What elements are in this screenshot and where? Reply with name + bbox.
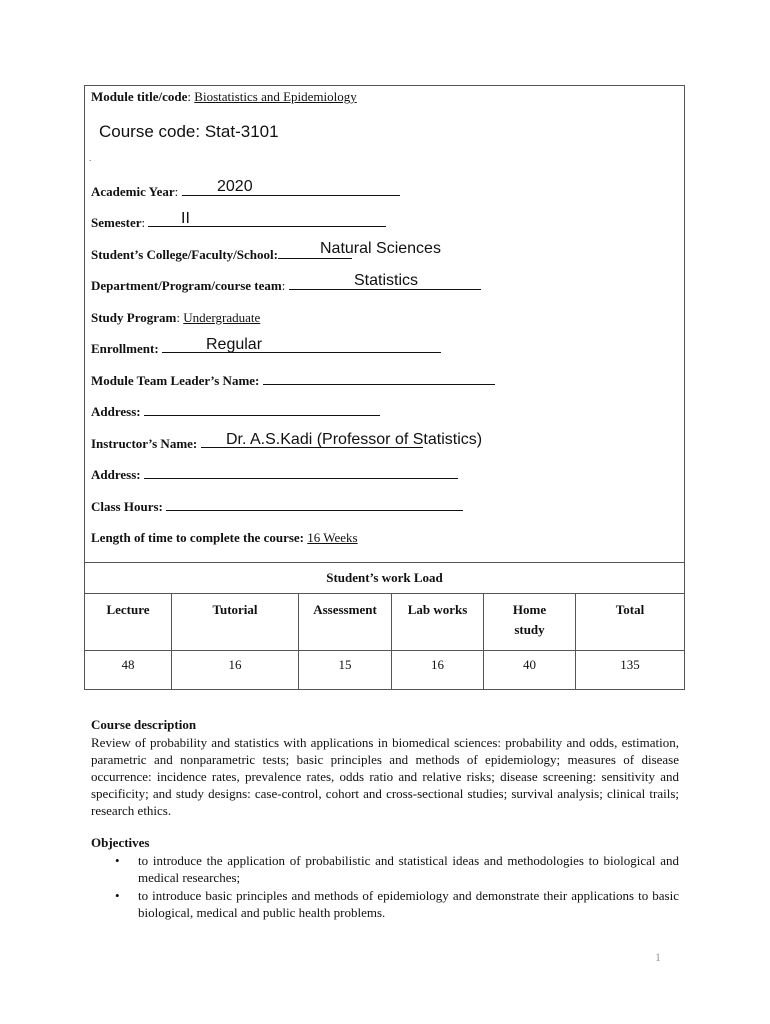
class-hours-label: Class Hours:	[91, 499, 163, 514]
class-hours-blank[interactable]	[166, 499, 463, 511]
department-value: Statistics	[354, 272, 419, 289]
semester-row: Semester:	[91, 215, 386, 231]
course-description-heading: Course description	[91, 717, 197, 732]
value-cell: 135	[576, 651, 685, 690]
instructor-label: Instructor’s Name:	[91, 436, 198, 451]
header-cell: Total	[576, 594, 685, 651]
workload-values-row	[85, 651, 685, 690]
address2-label: Address:	[91, 467, 141, 482]
objective-text: to introduce the application of probabilistic and statistical ideas and methodologies to biological and medical researches;	[138, 853, 679, 885]
address1-blank[interactable]	[144, 404, 380, 416]
college-row	[91, 247, 352, 263]
header-cell: Home study	[484, 594, 576, 651]
page-number: 1	[655, 950, 661, 964]
workload-header-row	[85, 594, 685, 651]
stray-mark: .	[89, 153, 92, 163]
value-cell: 40	[484, 651, 576, 690]
objective-text: to introduce basic principles and methods of epidemiology and demonstrate their applications to basic biological, medical and public health problems.	[138, 888, 679, 920]
header-cell: Lecture	[85, 594, 172, 651]
header-cell: Assessment	[299, 594, 392, 651]
module-title-row: Module title/code: Biostatistics and Epidemiology	[91, 89, 357, 104]
enrollment-label: Enrollment:	[91, 341, 159, 356]
module-title-value: Biostatistics and Epidemiology	[194, 89, 357, 104]
team-leader-blank[interactable]	[263, 373, 495, 385]
enrollment-row	[91, 341, 441, 357]
header-cell: Lab works	[392, 594, 484, 651]
workload-table	[84, 562, 685, 690]
objectives-heading: Objectives	[91, 835, 150, 850]
value-cell: 48	[85, 651, 172, 690]
department-row: Department/Program/course team:	[91, 278, 481, 294]
address2-blank[interactable]	[144, 467, 458, 479]
study-program-label: Study Program	[91, 310, 177, 325]
semester-label: Semester	[91, 215, 142, 230]
team-leader-label: Module Team Leader’s Name:	[91, 373, 260, 388]
workload-title: Student’s work Load	[85, 563, 685, 594]
team-leader-row	[91, 373, 495, 389]
course-description-text: Review of probability and statistics with applications in biomedical sciences: probability and odds, estimation, parametric and nonparametric tests; basic principles and methods of epidemiology; measures of disease occurrence: incidence rates, prevalence rates, odds ratio and relative risks; disease screening: sensitivity and specificity; and study designs: case-control, cohort and cross-sectional studies; survival analysis; clinical trails; research ethics.	[91, 735, 679, 818]
academic-year-value: 2020	[217, 178, 253, 195]
objective-item	[115, 887, 679, 921]
college-value: Natural Sciences	[320, 240, 441, 257]
value-cell: 16	[392, 651, 484, 690]
academic-year-label: Academic Year	[91, 184, 175, 199]
academic-year-blank[interactable]	[182, 184, 400, 196]
semester-value: II	[181, 210, 190, 227]
value-cell: 15	[299, 651, 392, 690]
bullet-icon: •	[115, 853, 120, 868]
instructor-value: Dr. A.S.Kadi (Professor of Statistics)	[226, 431, 483, 448]
workload-title-row	[85, 563, 685, 594]
enrollment-value: Regular	[206, 336, 263, 353]
header-cell: Tutorial	[172, 594, 299, 651]
objective-item	[115, 852, 679, 886]
course-code: Course code: Stat-3101	[99, 122, 279, 141]
length-row	[91, 530, 358, 546]
study-program-row: Study Program: Undergraduate	[91, 310, 261, 325]
value-cell: 16	[172, 651, 299, 690]
enrollment-blank[interactable]	[162, 341, 441, 353]
address1-label: Address:	[91, 404, 141, 419]
academic-year-row: Academic Year:	[91, 184, 400, 200]
address2-row	[91, 467, 458, 483]
module-title-label: Module title/code	[91, 89, 188, 104]
length-value: 16 Weeks	[307, 530, 358, 545]
class-hours-row	[91, 499, 463, 515]
college-label: Student’s College/Faculty/School:	[91, 247, 278, 262]
length-label: Length of time to complete the course:	[91, 530, 304, 545]
study-program-value: Undergraduate	[183, 310, 261, 325]
bullet-icon: •	[115, 888, 120, 903]
address1-row	[91, 404, 380, 420]
department-label: Department/Program/course team	[91, 278, 282, 293]
